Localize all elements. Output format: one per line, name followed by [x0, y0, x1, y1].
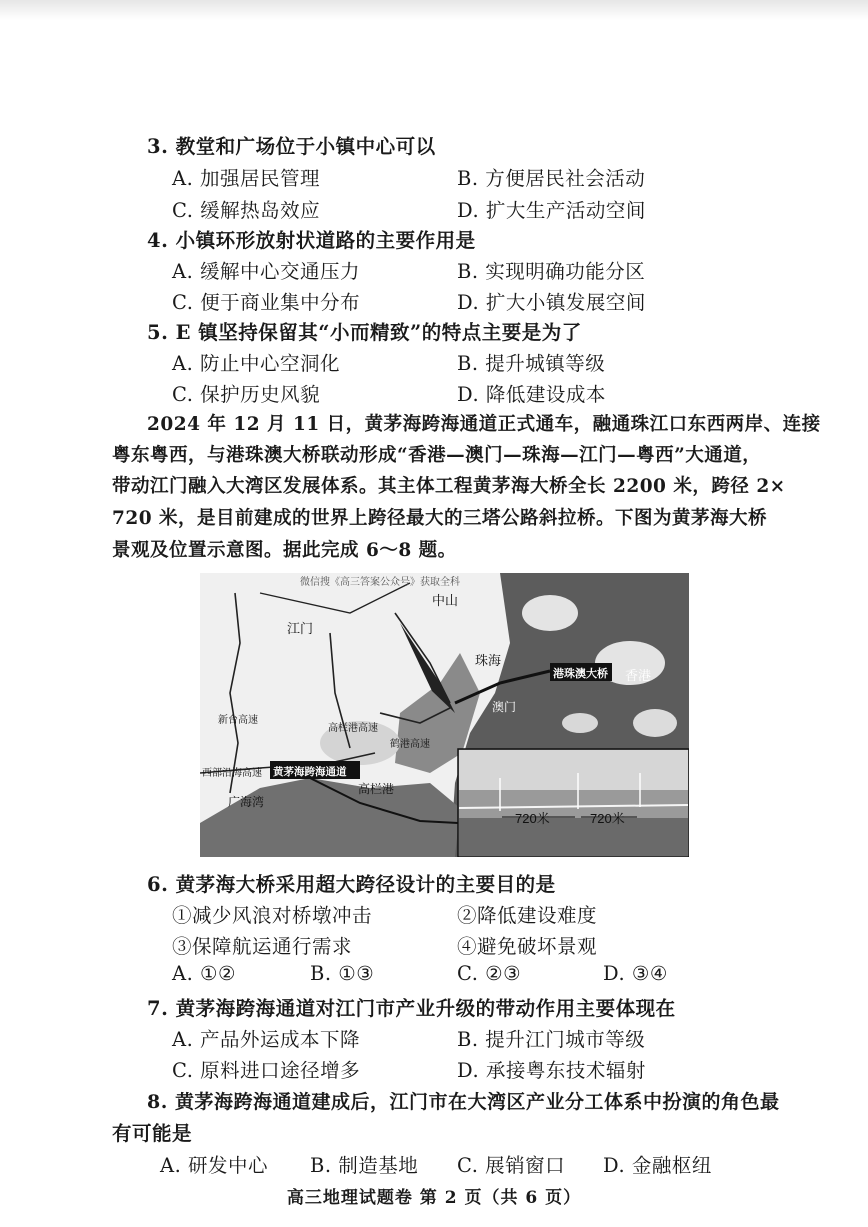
q5-option-a: A. 防止中心空洞化 [172, 352, 340, 375]
watermark-text: 微信搜《高三答案公众号》获取全科 [300, 577, 460, 588]
q8-option-d: D. 金融枢纽 [603, 1154, 712, 1177]
q4-option-b: B. 实现明确功能分区 [457, 260, 646, 283]
bridge-photo-inset [458, 749, 689, 857]
q4-option-d: D. 扩大小镇发展空间 [457, 291, 646, 314]
q6-statement-3: ③保障航运通行需求 [172, 935, 353, 958]
label-xibu: 西部沿海高速 [202, 768, 262, 779]
q6-option-d: D. ③④ [603, 962, 668, 985]
label-zhongshan: 中山 [432, 593, 459, 608]
q6-statement-4: ④避免破坏景观 [457, 935, 598, 958]
bridge-location-map [200, 573, 689, 857]
q7-option-a: A. 产品外运成本下降 [172, 1028, 360, 1051]
passage-line-1: 2024 年 12 月 11 日，黄茅海跨海通道正式通车，融通珠江口东西两岸、连接 [147, 414, 821, 435]
q6-option-b: B. ①③ [310, 962, 375, 985]
label-guanghai: 广海湾 [228, 795, 265, 809]
q6-option-a: A. ①② [172, 962, 236, 985]
label-hzmb: 港珠澳大桥 [553, 668, 608, 680]
q8-option-a: A. 研发中心 [160, 1154, 268, 1177]
label-hk: 香港 [625, 668, 652, 683]
island [522, 595, 578, 631]
q6-statement-2: ②降低建设难度 [457, 904, 598, 927]
q5-option-d: D. 降低建设成本 [457, 383, 606, 406]
label-hmh: 黄茅海跨海通道 [273, 766, 347, 778]
label-macau: 澳门 [492, 700, 517, 714]
label-gaolangang: 高栏港 [358, 782, 395, 796]
q7-option-b: B. 提升江门城市等级 [457, 1028, 646, 1051]
passage-line-2: 粤东粤西，与港珠澳大桥联动形成“香港—澳门—珠海—江门—粤西”大通道， [112, 445, 762, 466]
label-zhuhai: 珠海 [475, 653, 502, 668]
q4-option-a: A. 缓解中心交通压力 [172, 260, 360, 283]
q3-option-d: D. 扩大生产活动空间 [457, 199, 646, 222]
q6-option-c: C. ②③ [457, 962, 522, 985]
q8-option-c: C. 展销窗口 [457, 1154, 566, 1177]
passage-line-5: 景观及位置示意图。据此完成 6～8 题。 [112, 540, 457, 561]
island [633, 709, 677, 737]
label-span-1: 720米 [515, 811, 550, 826]
q8-stem-line-1: 8. 黄茅海跨海通道建成后，江门市在大湾区产业分工体系中扮演的角色最 [147, 1091, 780, 1113]
q6-statement-1: ①减少风浪对桥墩冲击 [172, 904, 373, 927]
passage-line-3: 带动江门融入大湾区发展体系。其主体工程黄茅海大桥全长 2200 米，跨径 2× [112, 476, 786, 497]
q6-stem: 6. 黄茅海大桥采用超大跨径设计的主要目的是 [147, 873, 556, 896]
q3-stem: 3. 教堂和广场位于小镇中心可以 [147, 135, 436, 158]
island [562, 713, 598, 733]
q3-option-b: B. 方便居民社会活动 [457, 167, 646, 190]
q5-stem: 5. E 镇坚持保留其“小而精致”的特点主要是为了 [147, 321, 582, 344]
q3-option-c: C. 缓解热岛效应 [172, 199, 321, 222]
label-xintai: 新台高速 [218, 715, 258, 726]
q7-option-d: D. 承接粤东技术辐射 [457, 1059, 646, 1082]
q8-option-b: B. 制造基地 [310, 1154, 419, 1177]
q7-option-c: C. 原料进口途径增多 [172, 1059, 361, 1082]
page-footer: 高三地理试题卷 第 2 页（共 6 页） [286, 1188, 582, 1208]
q5-option-b: B. 提升城镇等级 [457, 352, 606, 375]
passage-line-4: 720 米，是目前建成的世界上跨径最大的三塔公路斜拉桥。下图为黄茅海大桥 [112, 508, 768, 529]
q8-stem-line-2: 有可能是 [112, 1122, 193, 1145]
q4-stem: 4. 小镇环形放射状道路的主要作用是 [147, 229, 476, 252]
q4-option-c: C. 便于商业集中分布 [172, 291, 361, 314]
scan-top-edge [0, 0, 868, 20]
label-gaolangang-hw: 高栏港高速 [328, 723, 378, 734]
q7-stem: 7. 黄茅海跨海通道对江门市产业升级的带动作用主要体现在 [147, 997, 676, 1020]
q5-option-c: C. 保护历史风貌 [172, 383, 321, 406]
label-span-2: 720米 [590, 811, 625, 826]
label-hegang: 鹤港高速 [390, 739, 430, 750]
label-jiangmen: 江门 [287, 621, 314, 636]
q3-option-a: A. 加强居民管理 [172, 167, 320, 190]
